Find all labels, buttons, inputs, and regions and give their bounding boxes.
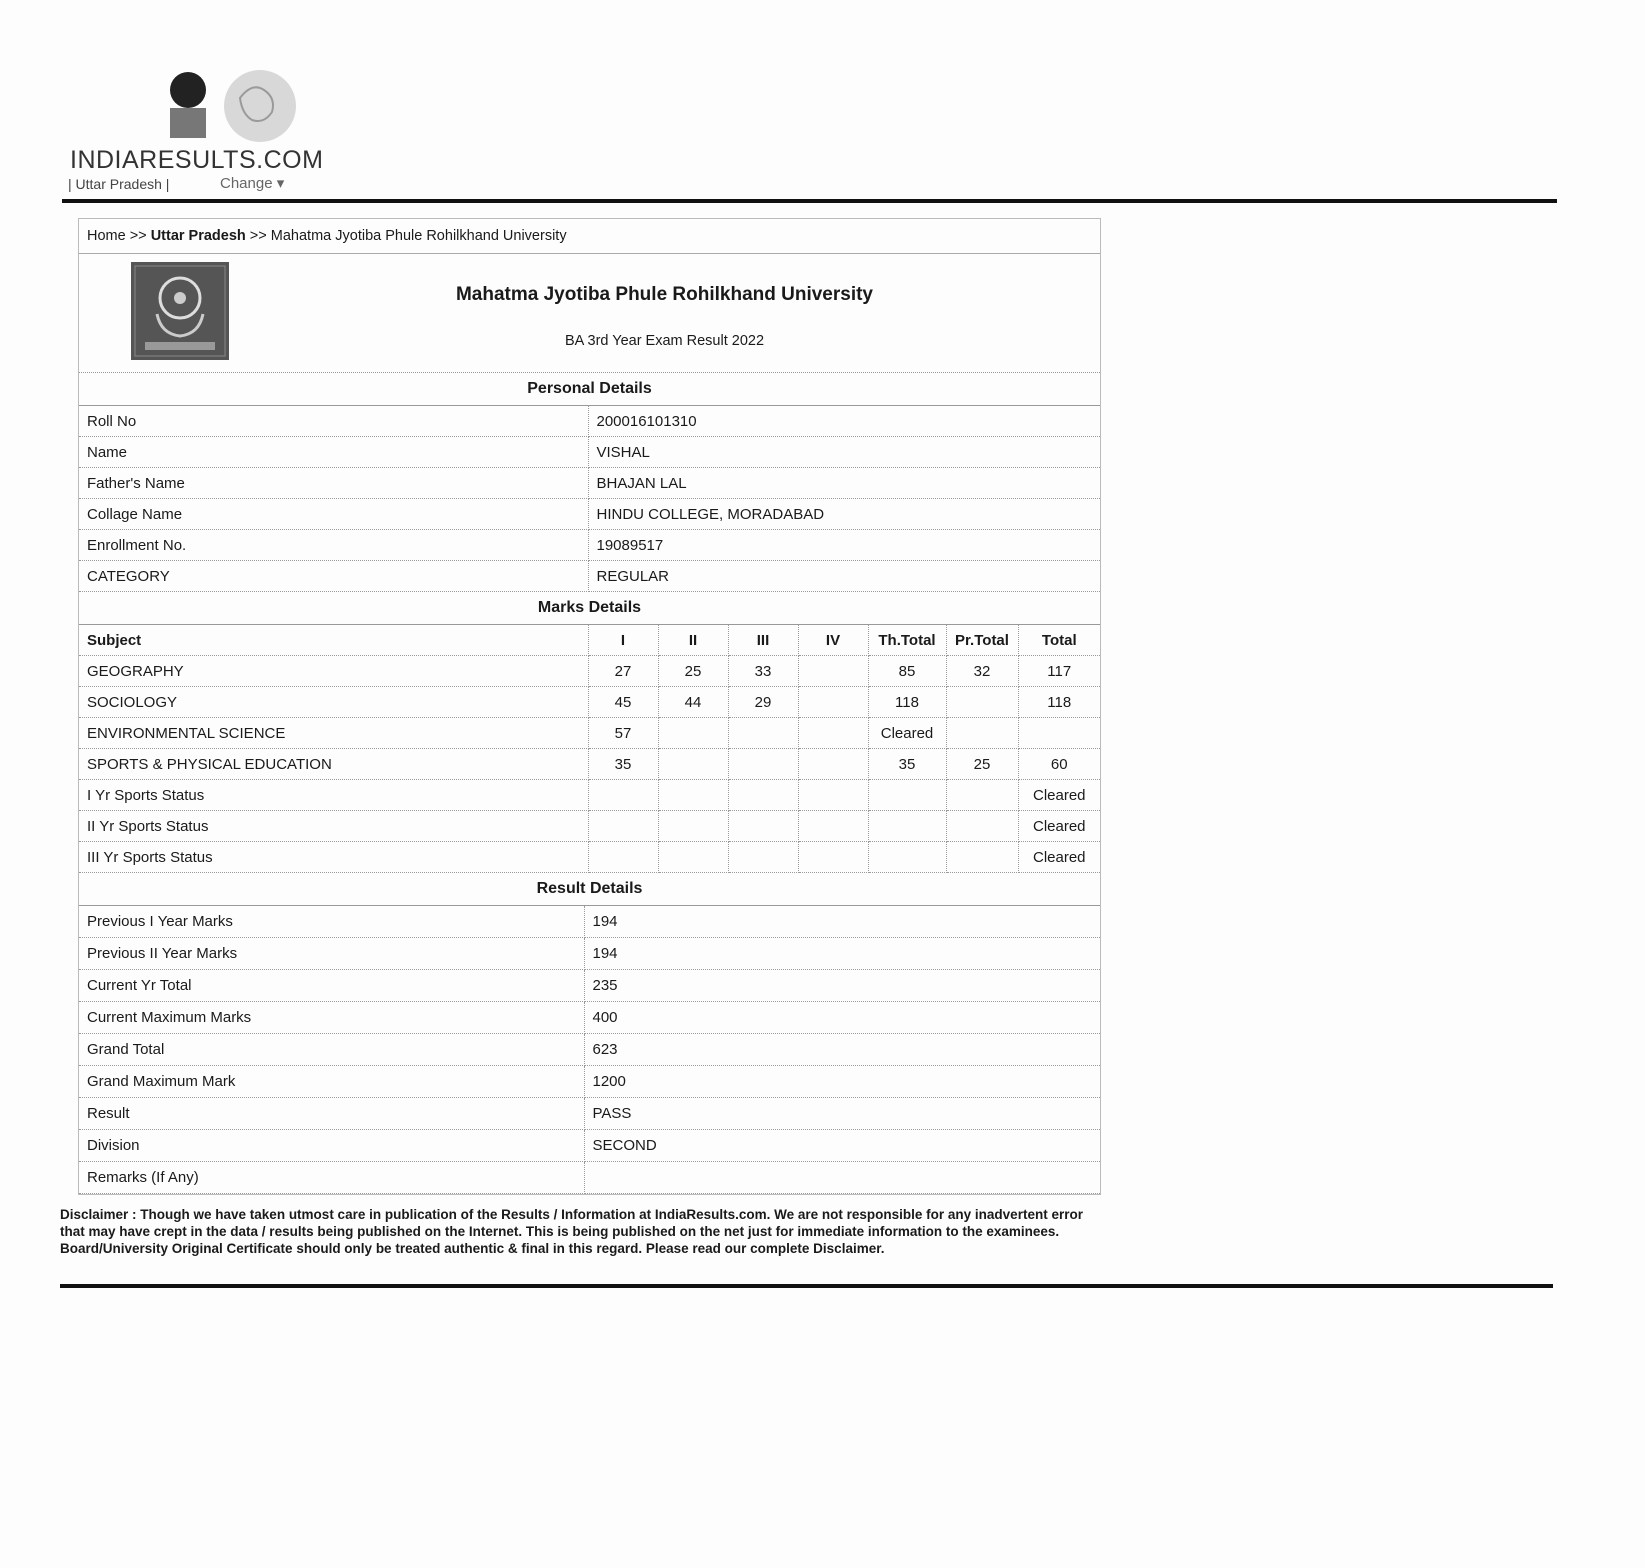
marks-cell xyxy=(728,749,798,780)
personal-details-title: Personal Details xyxy=(79,373,1100,406)
marks-cell xyxy=(1018,718,1100,749)
subject-name: GEOGRAPHY xyxy=(79,656,588,687)
personal-detail-row xyxy=(79,499,1100,530)
marks-cell: 35 xyxy=(868,749,946,780)
marks-column-header: Th.Total xyxy=(868,625,946,656)
marks-cell: 25 xyxy=(658,656,728,687)
marks-cell: 29 xyxy=(728,687,798,718)
marks-cell: 45 xyxy=(588,687,658,718)
site-logo[interactable] xyxy=(68,68,324,198)
result-detail-row xyxy=(79,938,1100,970)
marks-cell xyxy=(588,780,658,811)
result-details-table xyxy=(79,873,1100,1194)
marks-column-header: Total xyxy=(1018,625,1100,656)
result-detail-value: 235 xyxy=(584,970,1100,1002)
marks-cell: Cleared xyxy=(1018,842,1100,873)
top-divider xyxy=(62,199,1557,203)
breadcrumb-university: Mahatma Jyotiba Phule Rohilkhand University xyxy=(270,228,567,244)
marks-cell xyxy=(588,811,658,842)
university-name: Mahatma Jyotiba Phule Rohilkhand University xyxy=(455,284,874,305)
result-detail-row xyxy=(79,970,1100,1002)
marks-cell xyxy=(868,842,946,873)
breadcrumb-separator: >> xyxy=(125,228,151,244)
marks-cell: 60 xyxy=(1018,749,1100,780)
personal-detail-value: REGULAR xyxy=(588,561,1100,592)
marks-column-header: Pr.Total xyxy=(946,625,1018,656)
disclaimer-text: Disclaimer : Though we have taken utmost care in publication of the Results / Information at IndiaResults.com. We are not responsible for any inadvertent error that may have crept in the data / results being published on the Internet. This is being published on the net just for immediate information to the examinees. Board/University Original Certificate should only be treated authentic & final in this regard. Please read our complete Disclaimer. xyxy=(60,1207,1083,1256)
personal-detail-label: Enrollment No. xyxy=(79,530,588,561)
personal-details-table xyxy=(79,373,1100,592)
marks-details-title: Marks Details xyxy=(79,592,1100,625)
result-detail-value: SECOND xyxy=(584,1130,1100,1162)
logo-wordmark: INDIARESULTS.COM xyxy=(70,146,324,174)
result-detail-row xyxy=(79,1002,1100,1034)
marks-cell xyxy=(658,749,728,780)
marks-cell: 118 xyxy=(868,687,946,718)
marks-cell: 57 xyxy=(588,718,658,749)
result-detail-label: Result xyxy=(79,1098,584,1130)
result-detail-label: Previous I Year Marks xyxy=(79,906,584,938)
personal-detail-label: Father's Name xyxy=(79,468,588,499)
result-detail-row xyxy=(79,1034,1100,1066)
personal-detail-value: BHAJAN LAL xyxy=(588,468,1100,499)
subject-name: ENVIRONMENTAL SCIENCE xyxy=(79,718,588,749)
marks-row xyxy=(79,811,1100,842)
marks-details-table xyxy=(79,592,1100,873)
result-detail-value: 194 xyxy=(584,938,1100,970)
result-detail-value: 194 xyxy=(584,906,1100,938)
subject-name: III Yr Sports Status xyxy=(79,842,588,873)
personal-detail-value: 200016101310 xyxy=(588,406,1100,437)
result-detail-value xyxy=(584,1162,1100,1194)
result-detail-label: Grand Total xyxy=(79,1034,584,1066)
result-detail-row xyxy=(79,1130,1100,1162)
result-detail-value: 400 xyxy=(584,1002,1100,1034)
marks-cell xyxy=(946,842,1018,873)
marks-row xyxy=(79,718,1100,749)
marks-cell xyxy=(658,780,728,811)
result-detail-label: Division xyxy=(79,1130,584,1162)
marks-cell: 35 xyxy=(588,749,658,780)
university-header xyxy=(79,260,1100,373)
marks-cell xyxy=(946,718,1018,749)
marks-cell xyxy=(946,780,1018,811)
personal-detail-label: Roll No xyxy=(79,406,588,437)
marks-cell: 27 xyxy=(588,656,658,687)
bottom-divider xyxy=(60,1284,1553,1288)
breadcrumb-separator: >> xyxy=(245,228,271,244)
personal-detail-value: HINDU COLLEGE, MORADABAD xyxy=(588,499,1100,530)
result-detail-label: Current Maximum Marks xyxy=(79,1002,584,1034)
personal-detail-label: Name xyxy=(79,437,588,468)
marks-cell: Cleared xyxy=(1018,811,1100,842)
result-detail-value: 623 xyxy=(584,1034,1100,1066)
marks-cell xyxy=(588,842,658,873)
change-region-dropdown[interactable]: Change ▾ xyxy=(220,175,285,192)
marks-cell xyxy=(798,749,868,780)
personal-detail-value: 19089517 xyxy=(588,530,1100,561)
marks-column-header: II xyxy=(658,625,728,656)
personal-detail-row xyxy=(79,406,1100,437)
marks-cell: 117 xyxy=(1018,656,1100,687)
marks-cell: 32 xyxy=(946,656,1018,687)
personal-detail-label: CATEGORY xyxy=(79,561,588,592)
result-frame xyxy=(78,218,1101,1195)
personal-detail-row xyxy=(79,437,1100,468)
marks-cell xyxy=(658,842,728,873)
marks-cell xyxy=(728,780,798,811)
marks-cell: 85 xyxy=(868,656,946,687)
marks-cell xyxy=(798,811,868,842)
result-detail-label: Grand Maximum Mark xyxy=(79,1066,584,1098)
personal-detail-row xyxy=(79,561,1100,592)
marks-cell xyxy=(728,811,798,842)
subject-name: I Yr Sports Status xyxy=(79,780,588,811)
marks-cell xyxy=(728,842,798,873)
result-detail-row xyxy=(79,1066,1100,1098)
marks-cell xyxy=(798,687,868,718)
breadcrumb-home[interactable]: Home xyxy=(87,228,126,244)
exam-name: BA 3rd Year Exam Result 2022 xyxy=(564,333,765,349)
result-detail-value: PASS xyxy=(584,1098,1100,1130)
breadcrumb-state[interactable]: Uttar Pradesh xyxy=(150,228,246,244)
result-detail-row xyxy=(79,906,1100,938)
result-detail-label: Previous II Year Marks xyxy=(79,938,584,970)
marks-cell: 33 xyxy=(728,656,798,687)
personal-detail-row xyxy=(79,530,1100,561)
result-detail-label: Remarks (If Any) xyxy=(79,1162,584,1194)
subject-name: SOCIOLOGY xyxy=(79,687,588,718)
result-detail-label: Current Yr Total xyxy=(79,970,584,1002)
personal-detail-row xyxy=(79,468,1100,499)
breadcrumb xyxy=(79,219,1100,254)
personal-detail-label: Collage Name xyxy=(79,499,588,530)
marks-column-header: I xyxy=(588,625,658,656)
marks-cell xyxy=(798,656,868,687)
marks-row xyxy=(79,656,1100,687)
result-detail-row xyxy=(79,1098,1100,1130)
marks-cell xyxy=(868,780,946,811)
result-detail-value: 1200 xyxy=(584,1066,1100,1098)
marks-column-header: Subject xyxy=(79,625,588,656)
marks-cell xyxy=(946,687,1018,718)
marks-cell: 44 xyxy=(658,687,728,718)
marks-cell: Cleared xyxy=(1018,780,1100,811)
marks-row xyxy=(79,749,1100,780)
subject-name: SPORTS & PHYSICAL EDUCATION xyxy=(79,749,588,780)
marks-cell xyxy=(798,780,868,811)
marks-row xyxy=(79,780,1100,811)
marks-cell: 118 xyxy=(1018,687,1100,718)
result-details-title: Result Details xyxy=(79,873,1100,906)
region-label: | Uttar Pradesh | xyxy=(68,176,170,192)
personal-detail-value: VISHAL xyxy=(588,437,1100,468)
marks-cell xyxy=(658,718,728,749)
result-detail-row xyxy=(79,1162,1100,1194)
university-seal-icon xyxy=(131,262,229,360)
marks-row xyxy=(79,842,1100,873)
marks-cell: 25 xyxy=(946,749,1018,780)
marks-row xyxy=(79,687,1100,718)
marks-column-header: IV xyxy=(798,625,868,656)
marks-cell: Cleared xyxy=(868,718,946,749)
marks-column-header: III xyxy=(728,625,798,656)
subject-name: II Yr Sports Status xyxy=(79,811,588,842)
marks-cell xyxy=(798,718,868,749)
marks-cell xyxy=(728,718,798,749)
indiaresults-logo-icon xyxy=(160,68,300,146)
marks-cell xyxy=(798,842,868,873)
marks-cell xyxy=(868,811,946,842)
marks-cell xyxy=(658,811,728,842)
marks-cell xyxy=(946,811,1018,842)
